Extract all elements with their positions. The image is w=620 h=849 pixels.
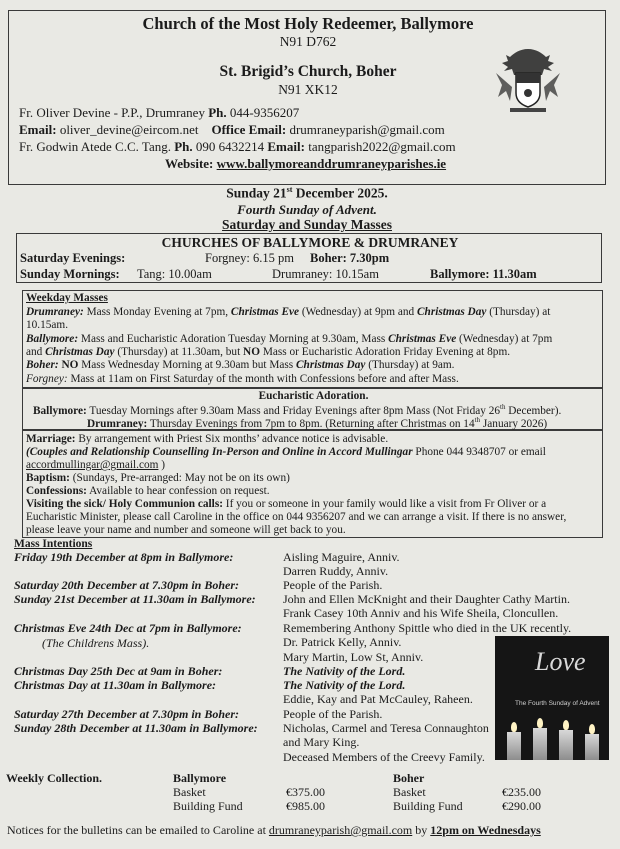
intention-name: The Nativity of the Lord. (283, 678, 406, 692)
candle-flame (511, 722, 517, 732)
footer-email-link[interactable]: drumraneyparish@gmail.com (268, 823, 413, 837)
candle-flame (589, 724, 595, 734)
weekday-heading: Weekday Masses (26, 292, 108, 304)
sun-tang: Tang: 10.00am (137, 267, 212, 281)
intention-name: Deceased Members of the Creevy Family. (283, 750, 485, 764)
intention-name: Nicholas, Carmel and Teresa Connaughton (283, 721, 489, 735)
intention-name: Dr. Patrick Kelly, Anniv. (283, 635, 402, 649)
website-link[interactable]: www.ballymoreanddrumraneyparishes.ie (216, 156, 447, 171)
ballymore-fund-amount: €985.00 (286, 799, 325, 813)
intention-slot: Christmas Eve 24th Dec at 7pm in Ballymore: (14, 621, 242, 635)
weekend-title: CHURCHES OF BALLYMORE & DRUMRANEY (161, 235, 459, 250)
sat-forgney: Forgney: 6.15 pm (205, 251, 295, 265)
weekday-ballymore-cont: and Christmas Day (Thursday) at 11.30am, but NO Mass or Eucharistic Adoration Friday Evening at 8pm. (26, 346, 511, 358)
intentions-heading: Mass Intentions (14, 538, 93, 550)
church2-eircode: N91 XK12 (278, 82, 338, 97)
collection-boher-title: Boher (393, 771, 425, 785)
intention-name: and Mary King. (283, 735, 360, 749)
intention-slot: Saturday 20th December at 7.30pm in Boher: (14, 578, 240, 592)
sun-ballymore: Ballymore: 11.30am (430, 267, 537, 281)
weekday-boher: Boher: NO Mass Wednesday Morning at 9.30am but Mass Christmas Day (Thursday) at 9am. (26, 359, 455, 371)
confessions-line: Confessions: Available to hear confession on request. (26, 485, 270, 497)
couples-line: (Couples and Relationship Counselling In-Person and Online in Accord Mullingar Phone 044 9348707 or email (26, 446, 546, 458)
sun-drumraney: Drumraney: 10.15am (272, 267, 379, 281)
candle (507, 732, 521, 760)
church1-title: Church of the Most Holy Redeemer, Ballymore (142, 14, 474, 33)
intention-slot: Christmas Day at 11.30am in Ballymore: (14, 678, 217, 692)
collection-fund-label: Building Fund (173, 799, 243, 813)
intention-name: Remembering Anthony Spittle who died in the UK recently. (283, 621, 572, 635)
accord-email-link[interactable]: accordmullingar@gmail.com (26, 459, 159, 471)
couples-email-line: accordmullingar@gmail.com ) (26, 459, 166, 471)
adoration-box (22, 388, 603, 430)
boher-fund-amount: €290.00 (502, 799, 541, 813)
collection-label: Weekly Collection. (6, 771, 102, 785)
weekend-masses-box (16, 233, 602, 283)
intention-name: John and Ellen McKnight and their Daughter Cathy Martin. (283, 592, 570, 606)
weekday-box (22, 290, 603, 388)
priest2-line: Fr. Godwin Atede C.C. Tang. Ph. 090 6432214 Email: tangparish2022@gmail.com (19, 139, 456, 154)
adoration-ballymore: Ballymore: Tuesday Mornings after 9.30am Mass and Friday Evenings after 8pm Mass (Not Friday 26th December). (33, 403, 562, 417)
sat-label: Saturday Evenings: (20, 251, 126, 265)
collection-fund-label: Building Fund (393, 799, 463, 813)
sun-label: Sunday Mornings: (20, 267, 120, 281)
candle (533, 728, 547, 760)
adoration-heading: Eucharistic Adoration. (258, 390, 369, 402)
collection-ballymore-title: Ballymore (173, 771, 227, 785)
collection-basket-label: Basket (393, 785, 426, 799)
intention-name: Aisling Maguire, Anniv. (283, 550, 400, 564)
weekday-ballymore: Ballymore: Mass and Eucharistic Adoration Tuesday Morning at 9.30am, Mass Christmas Eve (Wednesday) at 7pm (26, 333, 553, 345)
intention-slot: Christmas Day 25th Dec at 9am in Boher: (14, 664, 223, 678)
sat-boher: Boher: 7.30pm (310, 251, 390, 265)
ballymore-basket-amount: €375.00 (286, 785, 325, 799)
collection-basket-label: Basket (173, 785, 206, 799)
intention-name: The Nativity of the Lord. (283, 664, 406, 678)
footer-note: Notices for the bulletins can be emailed to Caroline at drumraneyparish@gmail.com by 12pm on Wednesdays (7, 823, 541, 837)
bulletin-occasion: Fourth Sunday of Advent. (237, 202, 377, 217)
info-box (22, 430, 603, 538)
bishop-crest-icon (492, 45, 564, 115)
priest2-email-link[interactable]: tangparish2022@gmail.com (304, 139, 456, 154)
adoration-drumraney: Drumraney: Thursday Evenings from 7pm to 8pm. (Returning after Christmas on 14th January 2026) (87, 416, 548, 430)
priest1-line: Fr. Oliver Devine - P.P., Drumraney Ph. 044-9356207 (19, 105, 300, 120)
intention-name: Frank Casey 10th Anniv and his Wife Sheila, Cloncullen. (283, 606, 559, 620)
love-caption: The Fourth Sunday of Advent (515, 700, 600, 707)
church2-title: St. Brigid’s Church, Boher (219, 63, 397, 80)
visiting-line-2: Eucharistic Minister, please call Caroline in the office on 044 9356207 and we can arrange a visit. If there is no answer, (26, 511, 567, 523)
visiting-line-3: please leave your name and number and someone will get back to you. (26, 524, 346, 536)
intention-slot: Friday 19th December at 8pm in Ballymore: (14, 550, 234, 564)
intention-name: Mary Martin, Low St, Anniv. (283, 650, 424, 664)
weekday-drumraney: Drumraney: Mass Monday Evening at 7pm, Christmas Eve (Wednesday) at 9pm and Christmas Day (Thursday) at (26, 306, 551, 318)
boher-basket-amount: €235.00 (502, 785, 541, 799)
candle-flame (537, 718, 543, 728)
intention-name: Darren Ruddy, Anniv. (283, 564, 389, 578)
advent-love-image (495, 636, 609, 760)
candle-flame (563, 720, 569, 730)
marriage-line: Marriage: By arrangement with Priest Six months’ advance notice is advisable. (26, 433, 389, 445)
weekday-drumraney-cont: 10.15am. (26, 319, 69, 331)
masses-heading: Saturday and Sunday Masses (222, 217, 392, 232)
baptism-line: Baptism: (Sundays, Pre-arranged: May not be on its own) (26, 472, 290, 484)
visiting-line: Visiting the sick/ Holy Communion calls: If you or someone in your family would like a visit from Fr Oliver or a (26, 498, 547, 510)
intention-name: People of the Parish. (283, 707, 383, 721)
email-line: Email: oliver_devine@eircom.net Office Email: drumraneyparish@gmail.com (19, 122, 445, 137)
intention-name: Eddie, Kay and Pat McCauley, Raheen. (283, 692, 473, 706)
bulletin-date: Sunday 21st December 2025. (226, 185, 388, 201)
love-word: Love (535, 647, 586, 676)
header-box (8, 10, 606, 185)
intention-slot: Sunday 28th December at 11.30am in Ballymore: (14, 721, 258, 735)
intention-note: (The Childrens Mass). (42, 636, 150, 650)
intention-slot: Saturday 27th December at 7.30pm in Boher: (14, 707, 240, 721)
candle (585, 734, 599, 760)
office-email-link[interactable]: drumraneyparish@gmail.com (286, 122, 445, 137)
church1-eircode: N91 D762 (279, 34, 337, 49)
website-line: Website: www.ballymoreanddrumraneyparishes.ie (165, 156, 447, 171)
intention-slot: Sunday 21st December at 11.30am in Ballymore: (14, 592, 256, 606)
intention-name: People of the Parish. (283, 578, 383, 592)
weekday-forgney: Forgney: Mass at 11am on First Saturday of the month with Confessions before and after Mass. (26, 373, 459, 385)
priest1-email-link[interactable]: oliver_devine@eircom.net (56, 122, 199, 137)
candle (559, 730, 573, 760)
